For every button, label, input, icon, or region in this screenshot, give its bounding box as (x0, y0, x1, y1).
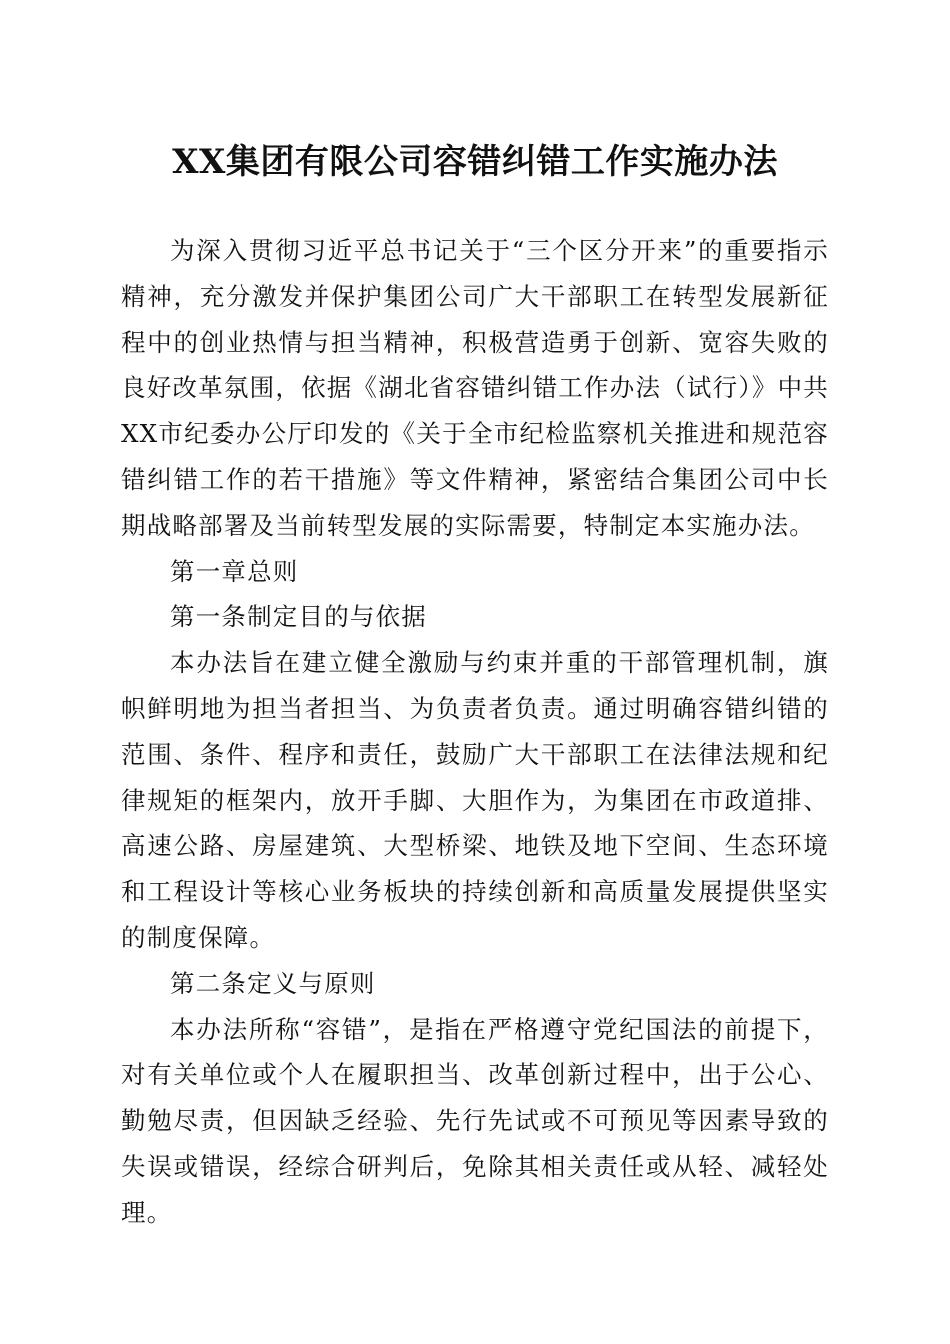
document-title: XX集团有限公司容错纠错工作实施办法 (172, 142, 778, 182)
intro-paragraph: 为深入贯彻习近平总书记关于“三个区分开来”的重要指示精神，充分激发并保护集团公司广大干部职工在转型发展新征程中的创业热情与担当精神，积极营造勇于创新、宽容失败的良好改革氛围，依据《湖北省容错纠错工作办法（试行）》中共XX市纪委办公厅印发的《关于全市纪检监察机关推进和规范容错纠错工作的若干措施》等文件精神，紧密结合集团公司中长期战略部署及当前转型发展的实际需要，特制定本实施办法。 (121, 236, 829, 540)
article-heading: 第二条定义与原则 (170, 968, 376, 998)
article-heading: 第一条制定目的与依据 (170, 602, 427, 632)
chapter-heading: 第一章总则 (170, 556, 299, 586)
article-paragraph: 本办法所称“容错”，是指在严格遵守党纪国法的前提下，对有关单位或个人在履职担当、改革创新过程中，出于公心、勤勉尽责，但因缺乏经验、先行先试或不可预见等因素导致的失误或错误，经综合研判后，免除其相关责任或从轻、减轻处理。 (121, 1014, 829, 1227)
document-body (121, 228, 829, 1236)
article-paragraph: 本办法旨在建立健全激励与约束并重的干部管理机制，旗帜鲜明地为担当者担当、为负责者负责。通过明确容错纠错的范围、条件、程序和责任，鼓励广大干部职工在法律法规和纪律规矩的框架内，放开手脚、大胆作为，为集团在市政道排、高速公路、房屋建筑、大型桥梁、地铁及地下空间、生态环境和工程设计等核心业务板块的持续创新和高质量发展提供坚实的制度保障。 (121, 648, 829, 952)
